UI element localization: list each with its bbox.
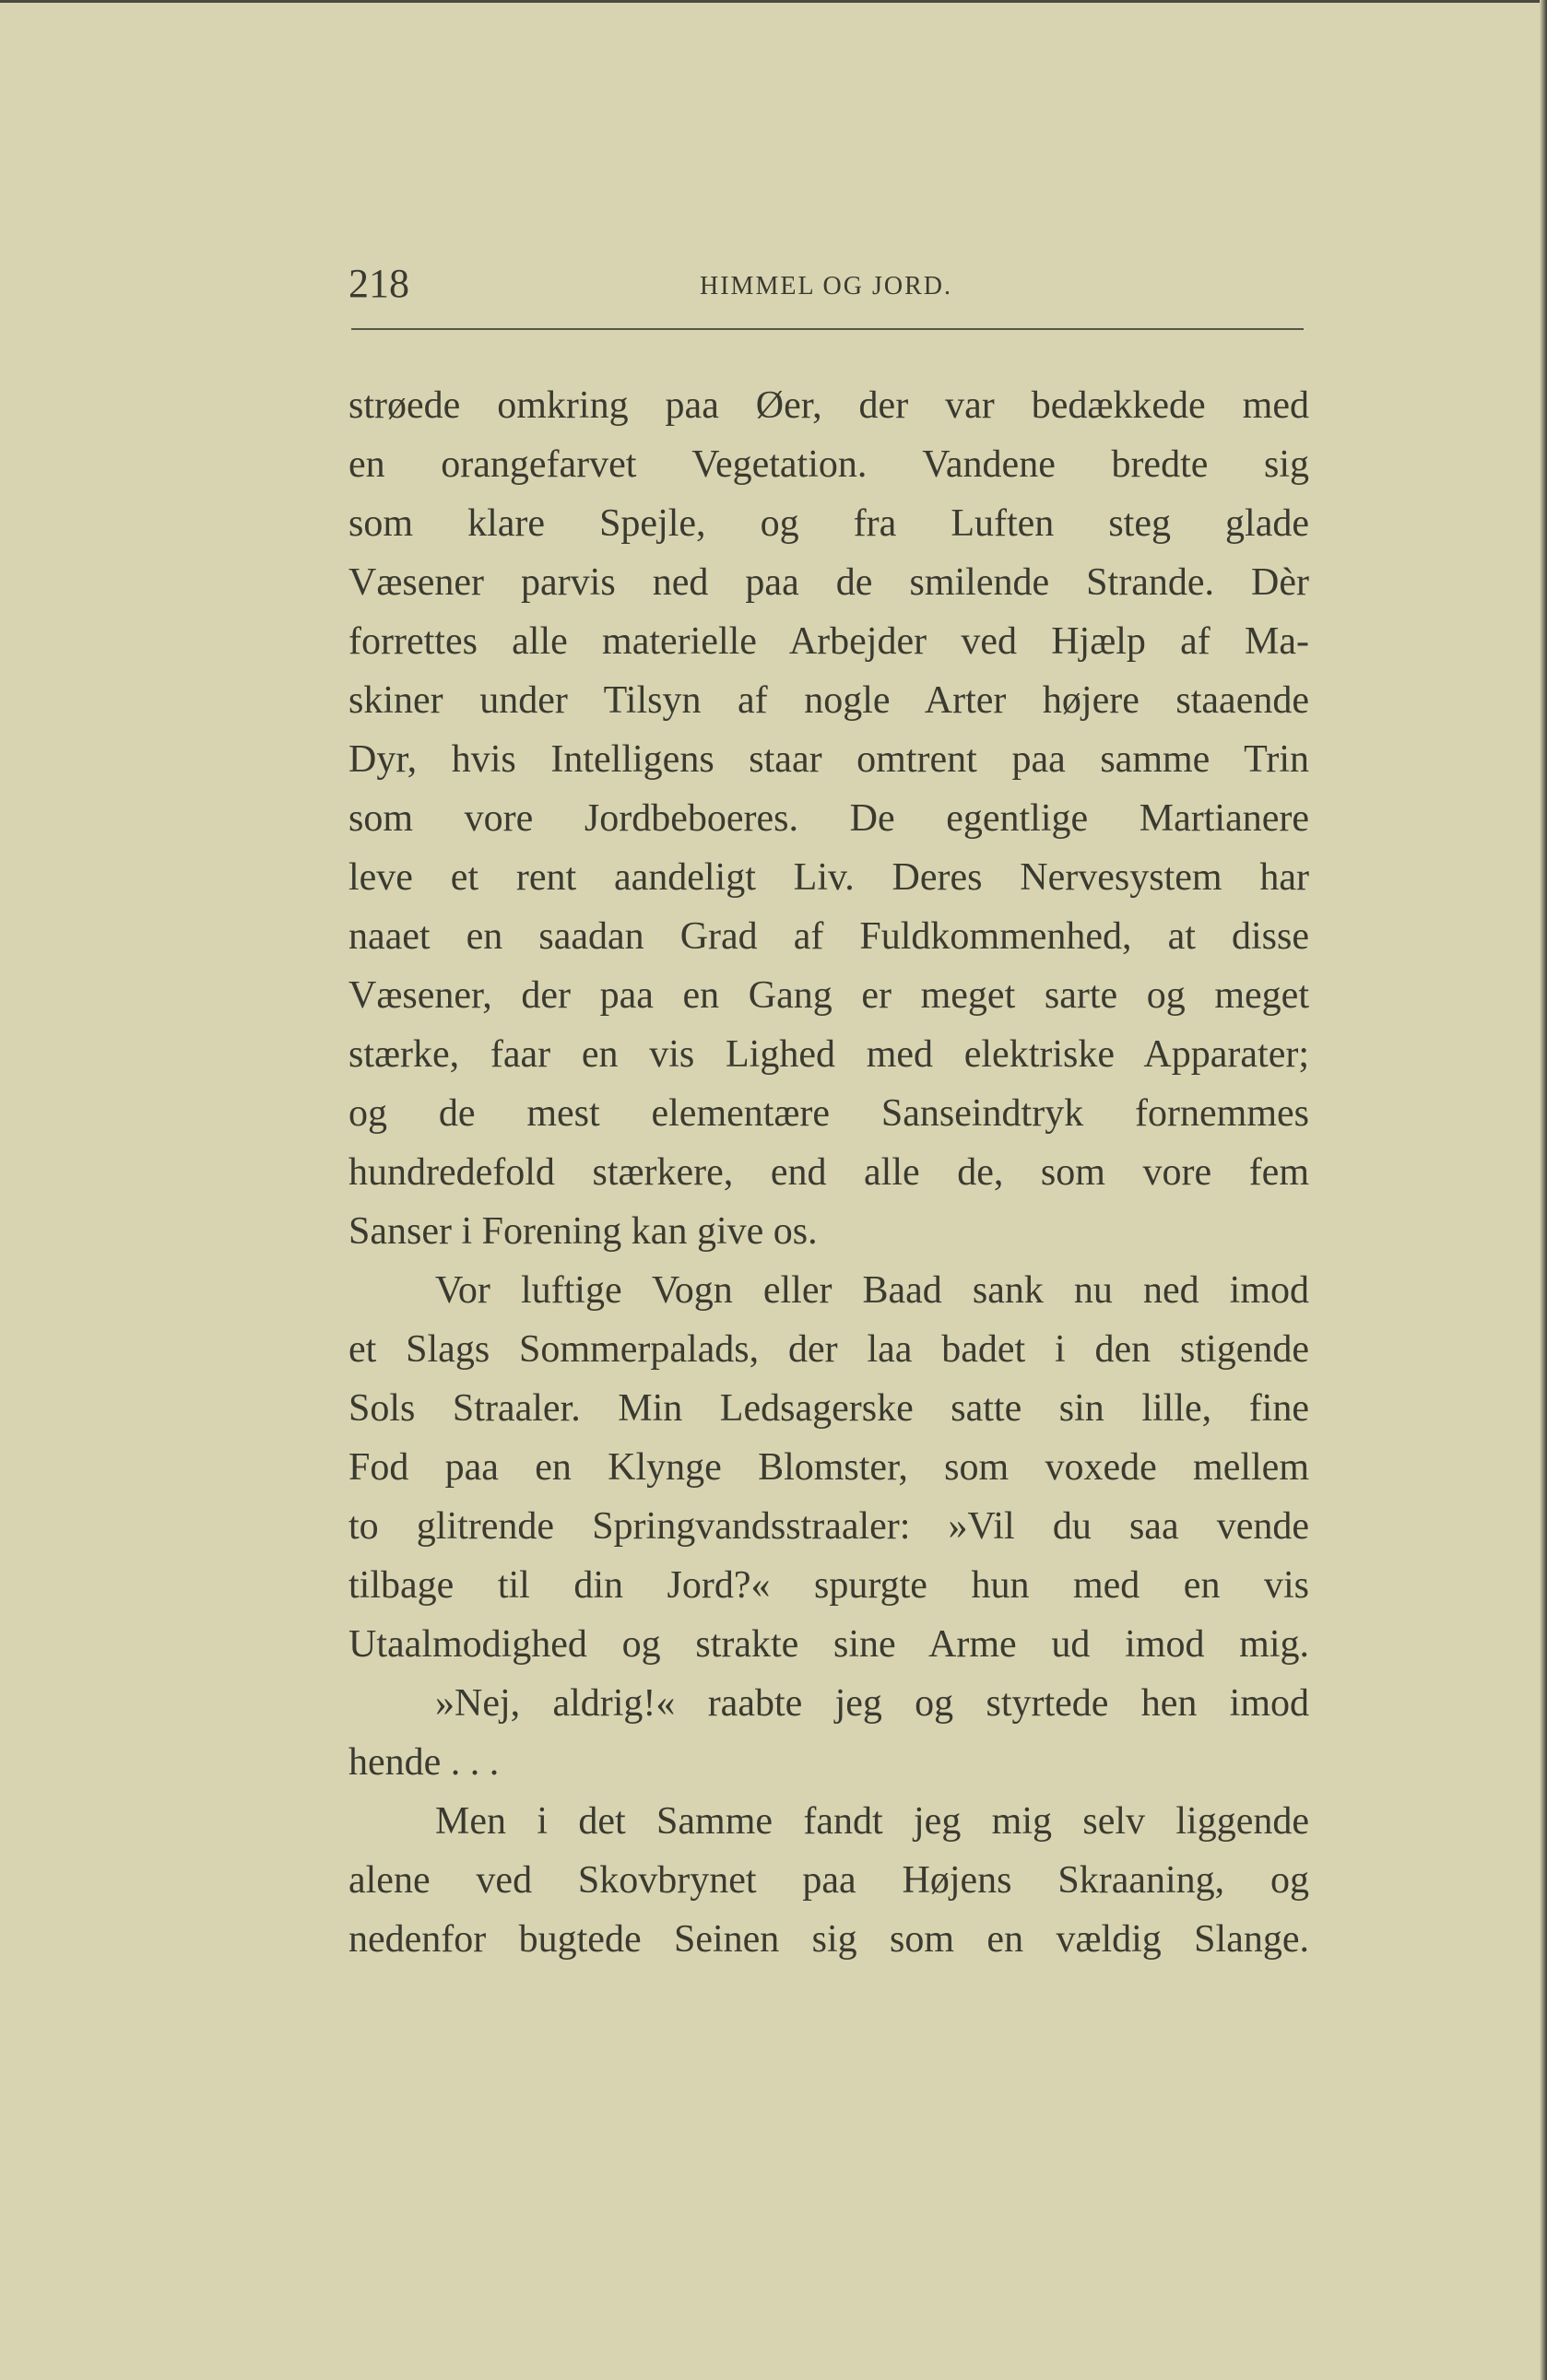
text-line: strøede omkring paa Øer, der var bedækkede med <box>348 384 1309 427</box>
text-line: som vore Jordbeboeres. De egentlige Martianere <box>348 797 1309 840</box>
text-line: tilbage til din Jord?« spurgte hun med en vis <box>348 1564 1309 1607</box>
text-line: Men i det Samme fandt jeg mig selv liggende <box>435 1800 1309 1843</box>
header-rule <box>351 328 1304 330</box>
page-edge-top <box>0 0 1547 3</box>
text-line: Sols Straaler. Min Ledsagerske satte sin lille, fine <box>348 1387 1309 1430</box>
text-line: Fod paa en Klynge Blomster, som voxede mellem <box>348 1446 1309 1489</box>
text-line: og de mest elementære Sanseindtryk fornemmes <box>348 1092 1309 1135</box>
text-line: hundredefold stærkere, end alle de, som vore fem <box>348 1151 1309 1194</box>
text-line: naaet en saadan Grad af Fuldkommenhed, at disse <box>348 915 1309 958</box>
running-title: HIMMEL OG JORD. <box>700 272 952 300</box>
text-line: forrettes alle materielle Arbejder ved Hjælp af Ma- <box>348 620 1309 663</box>
text-line: en orangefarvet Vegetation. Vandene bredte sig <box>348 443 1309 486</box>
text-line: et Slags Sommerpalads, der laa badet i den stigende <box>348 1328 1309 1371</box>
body-text <box>348 376 1309 1969</box>
text-line: alene ved Skovbrynet paa Højens Skraaning, og <box>348 1859 1309 1902</box>
text-line: Væsener parvis ned paa de smilende Strande. Dèr <box>348 561 1309 604</box>
page-header <box>348 256 1304 312</box>
page-number: 218 <box>348 261 409 306</box>
text-line: nedenfor bugtede Seinen sig som en vældig Slange. <box>348 1918 1309 1961</box>
text-line: skiner under Tilsyn af nogle Arter højere staaende <box>348 679 1309 722</box>
text-line: to glitrende Springvandsstraaler: »Vil du saa vende <box>348 1505 1309 1548</box>
text-line: Væsener, der paa en Gang er meget sarte og meget <box>348 974 1309 1017</box>
text-line: Sanser i Forening kan give os. <box>348 1210 818 1253</box>
text-line: stærke, faar en vis Lighed med elektriske Apparater; <box>348 1033 1309 1076</box>
text-line: »Nej, aldrig!« raabte jeg og styrtede hen imod <box>435 1682 1309 1725</box>
text-line: som klare Spejle, og fra Luften steg glade <box>348 502 1309 545</box>
text-line: hende . . . <box>348 1741 500 1784</box>
text-line: leve et rent aandeligt Liv. Deres Nervesystem har <box>348 856 1309 899</box>
text-line: Utaalmodighed og strakte sine Arme ud imod mig. <box>348 1623 1309 1666</box>
page-edge-right <box>1540 0 1547 2380</box>
text-line: Dyr, hvis Intelligens staar omtrent paa samme Trin <box>348 738 1309 781</box>
text-line: Vor luftige Vogn eller Baad sank nu ned imod <box>435 1269 1309 1312</box>
